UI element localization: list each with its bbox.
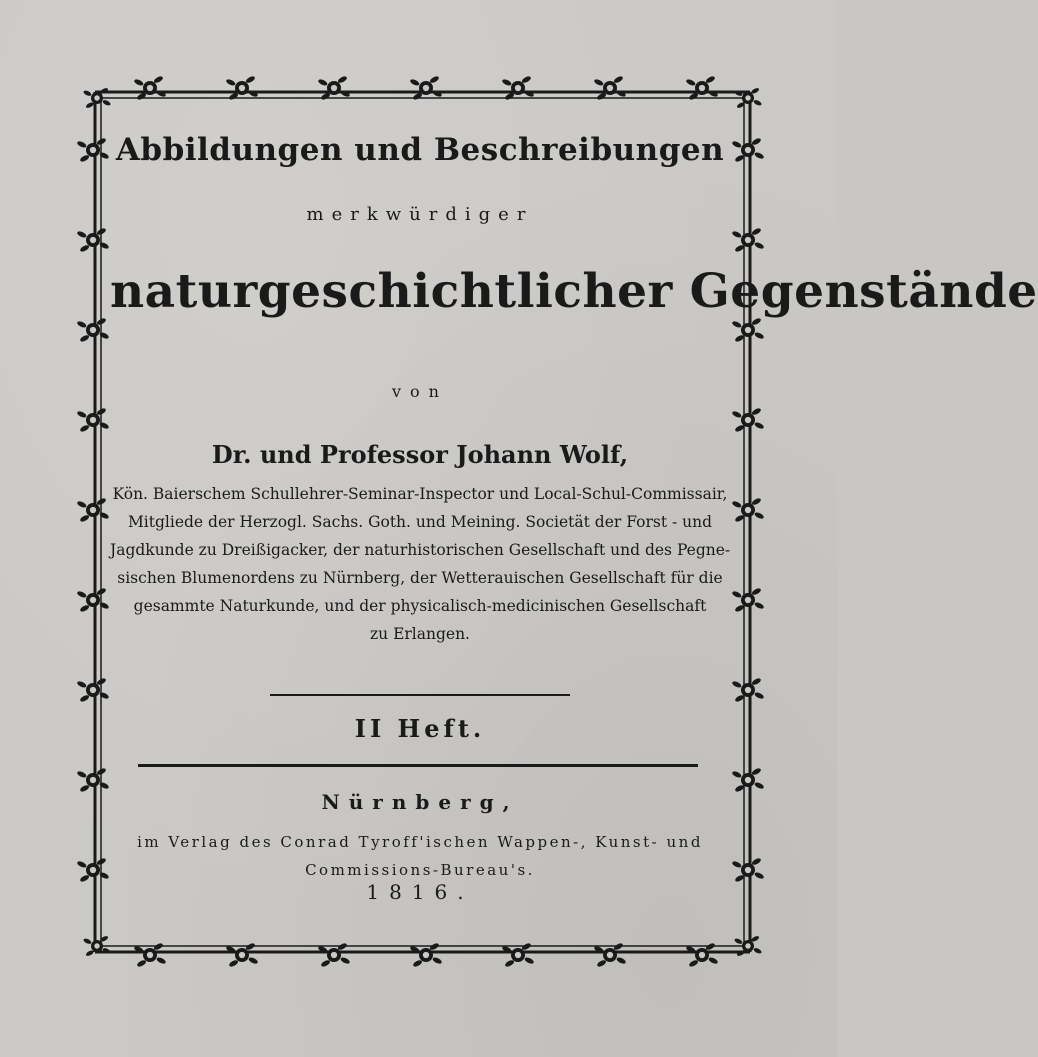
rose-ornament-icon xyxy=(76,317,109,343)
affiliation-line-1: Kön. Baierschem Schullehrer-Seminar-Inspector und Local-Schul-Commissair, xyxy=(112,485,728,503)
title-line-3: naturgeschichtlicher Gegenstände xyxy=(110,264,1038,319)
rose-ornament-icon xyxy=(731,407,764,433)
rose-ornament-icon xyxy=(731,587,764,613)
affiliation-line-4: sischen Blumenordens zu Nürnberg, der Wetterauischen Gesellschaft für die xyxy=(117,569,723,587)
divider-rule-thick xyxy=(138,764,698,767)
rose-ornament-icon xyxy=(76,137,109,163)
issue-label: II Heft. xyxy=(354,714,486,743)
rose-ornament-icon xyxy=(317,75,350,101)
publisher-line-1: im Verlag des Conrad Tyroff'ischen Wappen-, Kunst- und xyxy=(137,833,703,851)
author-name: Dr. und Professor Johann Wolf, xyxy=(211,440,629,469)
rose-ornament-icon xyxy=(731,317,764,343)
imprint-publisher xyxy=(90,828,750,884)
rose-ornament-icon xyxy=(76,497,109,523)
rose-ornament-icon xyxy=(76,407,109,433)
rose-ornament-icon xyxy=(133,75,166,101)
title-line-1: Abbildungen und Beschreibungen xyxy=(115,132,725,168)
imprint-year: 1816. xyxy=(366,880,474,904)
rose-ornament-icon xyxy=(593,75,626,101)
affiliation-line-2: Mitgliede der Herzogl. Sachs. Goth. und Meining. Societät der Forst - und xyxy=(127,513,713,531)
rose-ornament-icon xyxy=(731,227,764,253)
rose-ornament-icon xyxy=(409,75,442,101)
title-line-2: merkwürdiger xyxy=(306,204,534,225)
divider-rule xyxy=(270,694,570,696)
affiliation-line-6: zu Erlangen. xyxy=(370,625,470,643)
affiliation-line-3: Jagdkunde zu Dreißigacker, der naturhistorischen Gesellschaft und des Pegne- xyxy=(110,541,731,559)
von-label: von xyxy=(392,382,448,401)
rose-ornament-icon xyxy=(685,75,718,101)
publisher-line-2: Commissions-Bureau's. xyxy=(305,861,535,879)
rose-ornament-icon xyxy=(225,75,258,101)
author-affiliation xyxy=(110,480,730,648)
rose-ornament-icon xyxy=(731,677,764,703)
rose-ornament-icon xyxy=(501,75,534,101)
rose-ornament-icon xyxy=(731,137,764,163)
rose-ornament-icon xyxy=(76,227,109,253)
rose-ornament-icon xyxy=(76,677,109,703)
rose-ornament-icon xyxy=(731,497,764,523)
imprint-city: Nürnberg, xyxy=(321,790,519,814)
rose-ornament-icon xyxy=(76,767,109,793)
affiliation-line-5: gesammte Naturkunde, und der physicalisch-medicinischen Gesellschaft xyxy=(133,597,707,615)
rose-ornament-icon xyxy=(76,587,109,613)
rose-ornament-icon xyxy=(731,767,764,793)
